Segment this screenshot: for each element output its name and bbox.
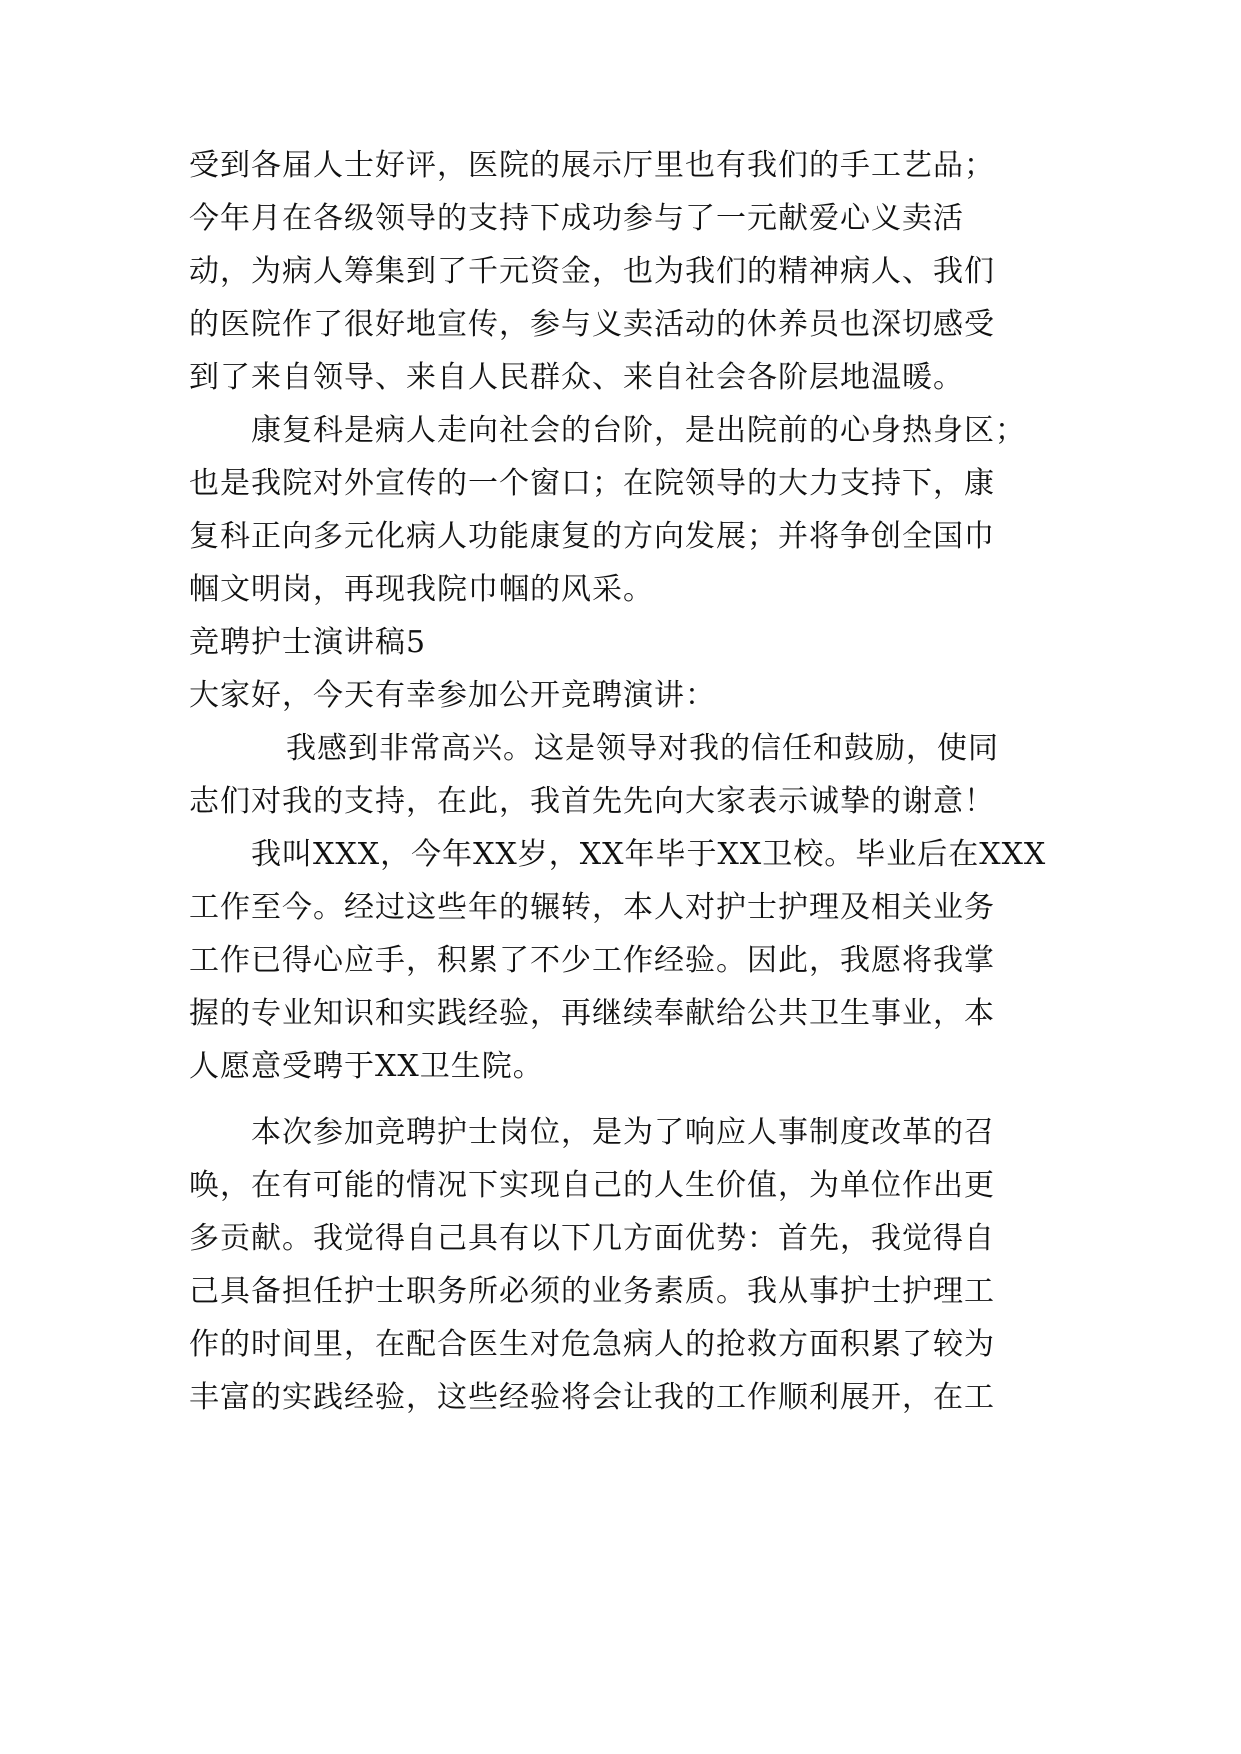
text-line: 康复科是病人走向社会的台阶，是出院前的心身热身区； [251,413,1026,448]
text-line: 多贡献。我觉得自己具有以下几方面优势：首先，我觉得自 [189,1221,995,1256]
text-line: 帼文明岗，再现我院巾帼的风采。 [189,572,654,607]
text-line: 丰富的实践经验，这些经验将会让我的工作顺利展开，在工 [189,1380,995,1415]
text-line: 己具备担任护士职务所必须的业务素质。我从事护士护理工 [189,1274,995,1309]
text-line: 复科正向多元化病人功能康复的方向发展；并将争创全国巾 [189,519,995,554]
text-line: 也是我院对外宣传的一个窗口；在院领导的大力支持下，康 [189,466,995,501]
text-line: 大家好，今天有幸参加公开竞聘演讲： [189,678,716,713]
text-line: 动，为病人筹集到了千元资金，也为我们的精神病人、我们 [189,254,995,289]
text-line: 到了来自领导、来自人民群众、来自社会各阶层地温暖。 [189,360,964,395]
text-line: 我感到非常高兴。这是领导对我的信任和鼓励，使同 [286,731,999,766]
text-line: 我叫XXX，今年XX岁，XX年毕于XX卫校。毕业后在XXX [251,837,1047,872]
text-line: 作的时间里，在配合医生对危急病人的抢救方面积累了较为 [189,1327,995,1362]
text-line: 工作至今。经过这些年的辗转，本人对护士护理及相关业务 [189,890,995,925]
text-line: 人愿意受聘于XX卫生院。 [189,1049,544,1084]
section-heading: 竞聘护士演讲稿5 [189,625,427,660]
text-line: 志们对我的支持，在此，我首先先向大家表示诚挚的谢意！ [189,784,995,819]
text-line: 今年月在各级领导的支持下成功参与了一元献爱心义卖活 [189,201,964,236]
text-line: 本次参加竞聘护士岗位，是为了响应人事制度改革的召 [251,1115,995,1150]
text-line: 的医院作了很好地宣传，参与义卖活动的休养员也深切感受 [189,307,995,342]
text-line: 唤，在有可能的情况下实现自己的人生价值，为单位作出更 [189,1168,995,1203]
text-line: 受到各届人士好评，医院的展示厅里也有我们的手工艺品； [189,148,995,183]
text-line: 工作已得心应手，积累了不少工作经验。因此，我愿将我掌 [189,943,995,978]
text-line: 握的专业知识和实践经验，再继续奉献给公共卫生事业，本 [189,996,995,1031]
